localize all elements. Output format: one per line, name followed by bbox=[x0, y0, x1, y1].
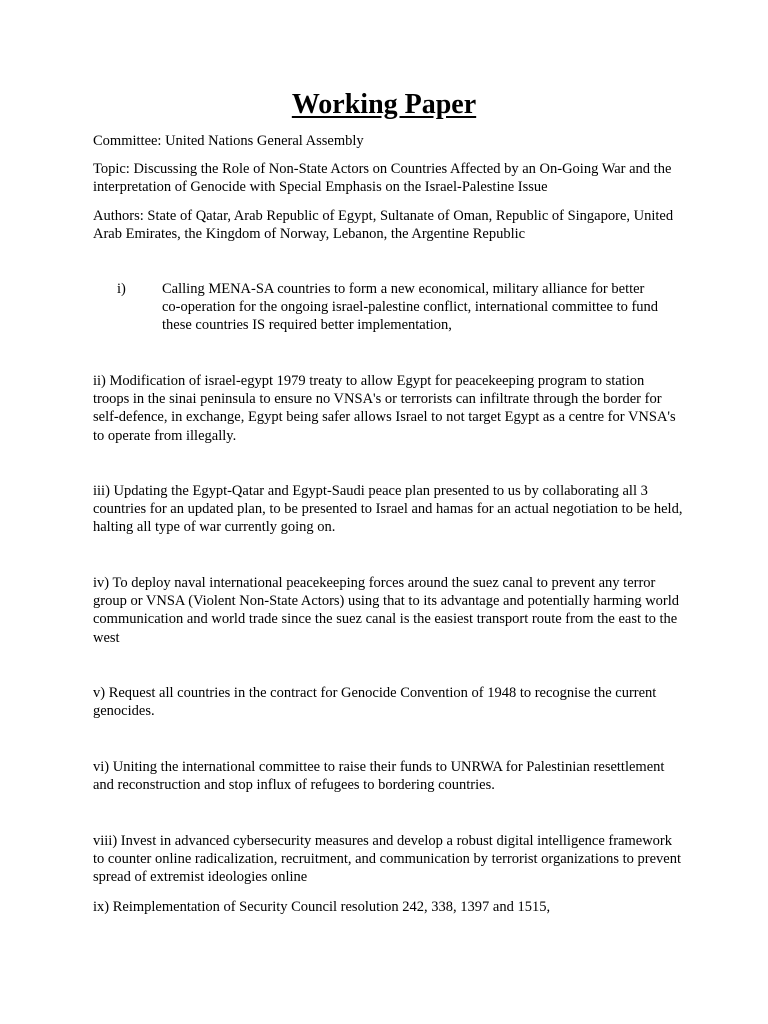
clause-i-text: Calling MENA-SA countries to form a new economical, military alliance for better co-operation for the ongoing israel-palestine conflict, international committee to fund these countries IS required better implementation, bbox=[162, 281, 659, 334]
clause-vi: vi) Uniting the international committee to raise their funds to UNRWA for Palestinian resettlement and reconstruction and stop influx of refugees to bordering countries. bbox=[93, 759, 665, 794]
clause-v: v) Request all countries in the contract for Genocide Convention of 1948 to recognise the current genocides. bbox=[93, 685, 657, 720]
committee-line: Committee: United Nations General Assembly bbox=[93, 133, 364, 149]
clause-ii: ii) Modification of israel-egypt 1979 treaty to allow Egypt for peacekeeping program to station troops in the sinai peninsula to ensure no VNSA's or terrorists can infiltrate through the border for self-defence, in exchange, Egypt being safer allows Israel to not target Egypt as a centre for VNSA's to operate from illegally. bbox=[93, 373, 676, 444]
clause-viii: viii) Invest in advanced cybersecurity measures and develop a robust digital intelligence framework to counter online radicalization, recruitment, and communication by terrorist organizations to prevent spread of extremist ideologies online bbox=[93, 833, 682, 886]
document-title: Working Paper bbox=[291, 89, 477, 120]
clause-ix: ix) Reimplementation of Security Council resolution 242, 338, 1397 and 1515, bbox=[93, 899, 551, 915]
clause-i-number: i) bbox=[117, 281, 126, 297]
authors-paragraph: Authors: State of Qatar, Arab Republic of Egypt, Sultanate of Oman, Republic of Singapore, United Arab Emirates, the Kingdom of Norway, Lebanon, the Argentine Republic bbox=[93, 208, 674, 243]
clause-iii: iii) Updating the Egypt-Qatar and Egypt-Saudi peace plan presented to us by collaborating all 3 countries for an updated plan, to be presented to Israel and hamas for an actual negotiation to be held, halting all type of war currently going on. bbox=[93, 483, 683, 536]
topic-paragraph: Topic: Discussing the Role of Non-State Actors on Countries Affected by an On-Going War and the interpretation of Genocide with Special Emphasis on the Israel-Palestine Issue bbox=[93, 161, 672, 196]
clause-iv: iv) To deploy naval international peacekeeping forces around the suez canal to prevent any terror group or VNSA (Violent Non-State Actors) using that to its advantage and potentially harming world communication and world trade since the suez canal is the easiest transport route from the east to the west bbox=[93, 575, 680, 646]
